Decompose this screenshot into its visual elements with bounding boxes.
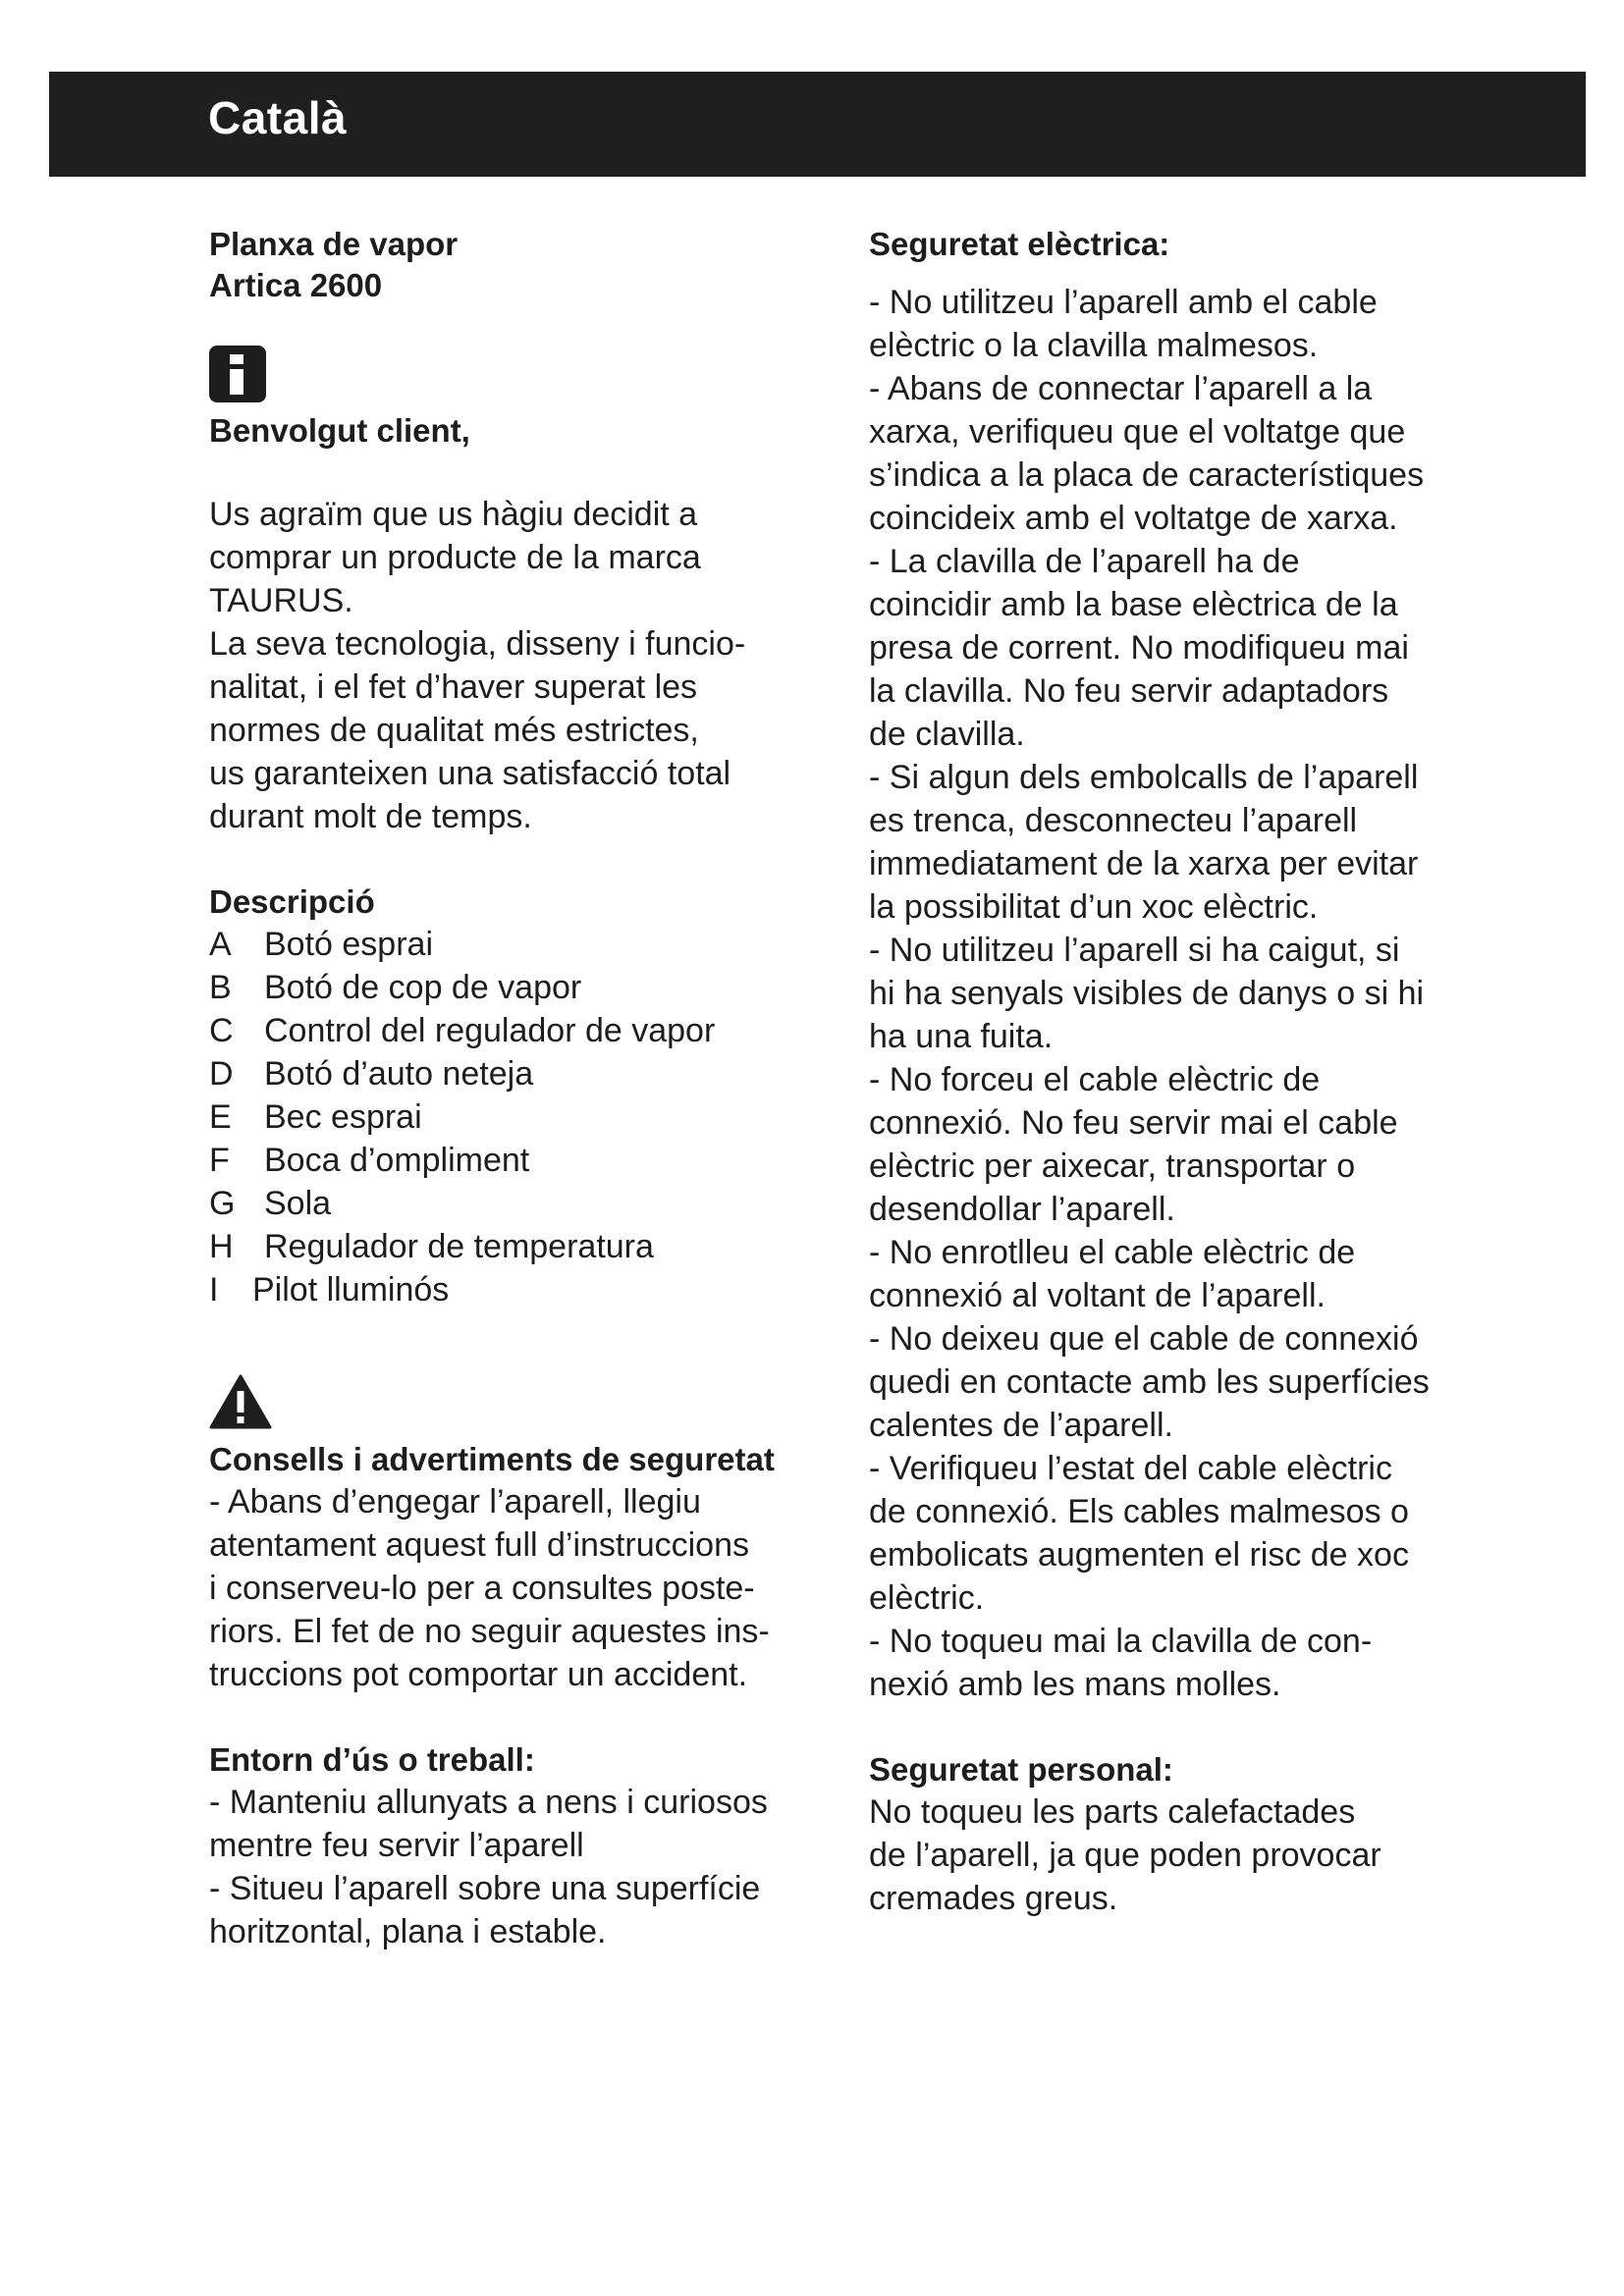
electric-line: elèctric. [869,1579,985,1617]
environment-line: mentre feu servir l’aparell [209,1827,584,1864]
description-text: Sola [264,1185,332,1222]
electric-line: quedi en contacte amb les superfícies [869,1363,1430,1401]
electric-line: la possibilitat d’un xoc elèctric. [869,888,1319,926]
safety-line: - Abans d’engegar l’aparell, llegiu [209,1483,701,1521]
description-letter: H [209,1228,234,1265]
description-item [209,1225,818,1268]
electric-line: connexió. No feu servir mai el cable [869,1104,1398,1142]
electric-line: desendollar l’aparell. [869,1191,1175,1228]
description-letter: B [209,969,232,1006]
electric-line: elèctric o la clavilla malmesos. [869,327,1319,364]
description-letter: I [209,1271,219,1308]
description-text: Regulador de temperatura [264,1228,654,1265]
electric-line: - No enrotlleu el cable elèctric de [869,1234,1356,1271]
electric-safety-heading: Seguretat elèctrica: [869,226,1170,262]
electric-line: xarxa, verifiqueu que el voltatge que [869,413,1406,451]
description-letter: D [209,1055,234,1093]
intro-line: Us agraïm que us hàgiu decidit a [209,496,698,533]
description-heading: Descripció [209,883,375,920]
warning-icon [209,1374,272,1429]
electric-line: nexió amb les mans molles. [869,1666,1281,1703]
electric-line: - No deixeu que el cable de connexió [869,1320,1419,1358]
description-item [209,1182,818,1225]
electric-line: - No utilitzeu l’aparell amb el cable [869,284,1378,321]
electric-line: embolicats augmenten el risc de xoc [869,1536,1409,1574]
safety-heading: Consells i advertiments de seguretat [209,1441,775,1477]
intro-line: us garanteixen una satisfacció total [209,755,731,792]
description-text: Pilot lluminós [252,1271,450,1308]
electric-line: - Verifiqueu l’estat del cable elèctric [869,1450,1392,1487]
electric-line: elèctric per aixecar, transportar o [869,1148,1356,1185]
safety-paragraph [209,1480,818,1696]
description-item [209,1139,818,1182]
electric-line: connexió al voltant de l’aparell. [869,1277,1326,1314]
description-letter: C [209,1012,234,1049]
product-title-line: Planxa de vapor [209,226,459,262]
description-letter: A [209,926,232,963]
personal-line: cremades greus. [869,1880,1118,1917]
electric-line: coincidir amb la base elèctrica de la [869,586,1398,623]
description-list [209,923,818,1311]
page-title: Català [208,92,348,143]
electric-line: la clavilla. No feu servir adaptadors [869,672,1389,710]
description-text: Botó d’auto neteja [264,1055,534,1093]
personal-line: No toqueu les parts calefactades [869,1793,1356,1831]
safety-line: riors. El fet de no seguir aquestes ins- [209,1613,770,1650]
electric-safety-paragraph [869,281,1478,1706]
description-letter: F [209,1142,230,1179]
safety-line: i conserveu-lo per a consultes poste- [209,1570,755,1607]
electric-line: immediatament de la xarxa per evitar [869,845,1419,882]
electric-line: - Si algun dels embolcalls de l’aparell [869,759,1419,796]
electric-line: calentes de l’aparell. [869,1407,1173,1444]
environment-heading: Entorn d’ús o treball: [209,1741,535,1778]
personal-safety-heading: Seguretat personal: [869,1751,1173,1788]
electric-line: - No toqueu mai la clavilla de con- [869,1623,1373,1660]
intro-line: normes de qualitat més estrictes, [209,712,699,749]
electric-line: - La clavilla de l’aparell ha de [869,543,1300,580]
environment-paragraph [209,1781,818,1953]
electric-line: - Abans de connectar l’aparell a la [869,370,1373,407]
electric-line: ha una fuita. [869,1018,1054,1055]
description-letter: E [209,1098,232,1136]
electric-line: de clavilla. [869,716,1025,753]
description-item [209,1009,818,1052]
electric-line: - No forceu el cable elèctric de [869,1061,1321,1098]
description-text: Botó de cop de vapor [264,969,582,1006]
intro-line: comprar un producte de la marca [209,539,701,576]
intro-line: TAURUS. [209,582,353,619]
electric-line: es trenca, desconnecteu l’aparell [869,802,1358,839]
intro-paragraph [209,493,818,838]
intro-line: nalitat, i el fet d’haver superat les [209,668,698,706]
electric-line: de connexió. Els cables malmesos o [869,1493,1409,1530]
description-item [209,1052,818,1095]
environment-line: - Manteniu allunyats a nens i curiosos [209,1784,768,1821]
description-text: Boca d’ompliment [264,1142,530,1179]
description-item [209,1095,818,1139]
description-item [209,966,818,1009]
environment-line: - Situeu l’aparell sobre una superfície [209,1870,761,1907]
electric-line: - No utilitzeu l’aparell si ha caigut, si [869,932,1400,969]
intro-line: La seva tecnologia, disseny i funcio- [209,625,746,663]
electric-line: presa de corrent. No modifiqueu mai [869,629,1409,667]
info-icon [209,346,266,402]
header-bar [49,72,1586,177]
electric-line: hi ha senyals visibles de danys o si hi [869,975,1425,1012]
electric-line: s’indica a la placa de característiques [869,456,1425,494]
environment-line: horitzontal, plana i estable. [209,1913,607,1950]
safety-line: truccions pot comportar un accident. [209,1656,748,1693]
left-column [209,224,818,1953]
intro-line: durant molt de temps. [209,798,532,835]
personal-line: de l’aparell, ja que poden provocar [869,1837,1381,1874]
right-column [869,224,1478,1920]
greeting: Benvolgut client, [209,412,470,449]
personal-safety-paragraph [869,1790,1478,1920]
product-title-line: Artica 2600 [209,267,383,303]
description-item [209,923,818,966]
product-title [209,224,818,306]
safety-line: atentament aquest full d’instruccions [209,1526,749,1564]
description-letter: G [209,1185,236,1222]
description-text: Control del regulador de vapor [264,1012,716,1049]
description-text: Botó esprai [264,926,433,963]
description-item [209,1268,818,1311]
electric-line: coincideix amb el voltatge de xarxa. [869,500,1398,537]
description-text: Bec esprai [264,1098,422,1136]
